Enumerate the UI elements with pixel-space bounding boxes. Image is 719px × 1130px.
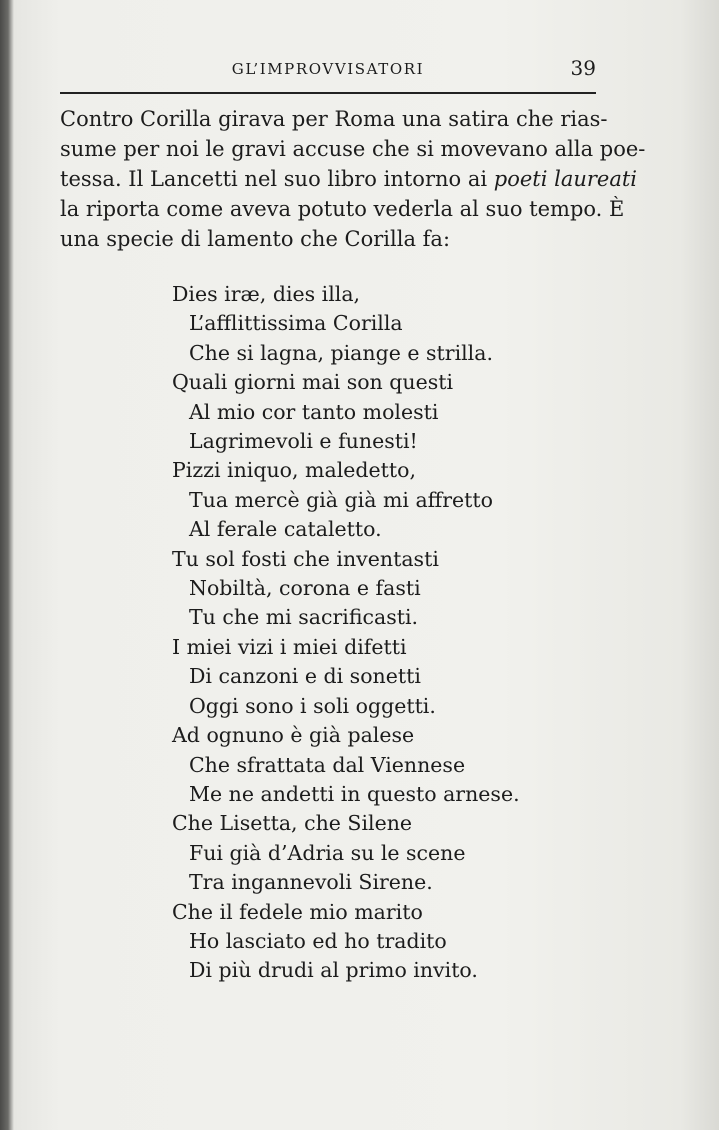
book-title-italic: poeti laureati [493, 167, 638, 191]
prose-line-with-title [60, 164, 638, 194]
prose-line: Contro Corilla girava per Roma una satira che rias- [60, 107, 608, 131]
verse-line: Fui già d’Adria su le scene [189, 840, 466, 865]
header-rule [60, 92, 596, 94]
prose-line-text: tessa. Il Lancetti nel suo libro intorno ai [60, 167, 488, 191]
verse-line: Di più drudi al primo invito. [189, 958, 478, 983]
verse-line: Quali giorni mai son questi [172, 370, 454, 395]
verse-line: Ho lasciato ed ho tradito [189, 928, 447, 953]
verse-line: Tu che mi sacrificasti. [189, 605, 419, 630]
verse-line: Tra ingannevoli Sirene. [189, 870, 433, 895]
verse-line: Nobiltà, corona e fasti [189, 576, 421, 601]
running-title: GL’IMPROVVISATORI [231, 60, 425, 78]
verse-line: Al mio cor tanto molesti [189, 399, 439, 424]
prose-paragraph [60, 104, 646, 254]
verse-line: Ad ognuno è già palese [172, 723, 415, 748]
verse-line: Che il fedele mio marito [172, 899, 423, 924]
page-number: 39 [570, 56, 596, 80]
verse-line: Che si lagna, piange e strilla. [189, 340, 493, 365]
verse-line: Che Lisetta, che Silene [172, 811, 413, 836]
verse-line: L’afflittissima Corilla [189, 311, 403, 336]
verse-line: Al ferale cataletto. [189, 517, 382, 542]
verse-line: Oggi sono i soli oggetti. [189, 693, 436, 718]
verse-line: Che sfrattata dal Viennese [189, 752, 466, 777]
poem [172, 280, 520, 986]
prose-line: sume per noi le gravi accuse che si movevano alla poe- [60, 137, 646, 161]
prose-line: la riporta come aveva potuto vederla al suo tempo. È [60, 197, 625, 221]
verse-line: Tua mercè già già mi affretto [189, 487, 493, 512]
verse-line: Pizzi iniquo, maledetto, [172, 458, 416, 483]
verse-line: Di canzoni e di sonetti [189, 664, 421, 689]
verse-line: I miei vizi i miei difetti [172, 634, 407, 659]
verse-line: Dies iræ, dies illa, [172, 282, 361, 306]
verse-line: Lagrimevoli e funesti! [189, 429, 418, 454]
prose-line: una specie di lamento che Corilla fa: [60, 227, 451, 251]
verse-line: Me ne andetti in questo arnese. [189, 781, 520, 806]
verse-line: Tu sol fosti che inventasti [172, 546, 439, 571]
page-header [60, 56, 596, 86]
